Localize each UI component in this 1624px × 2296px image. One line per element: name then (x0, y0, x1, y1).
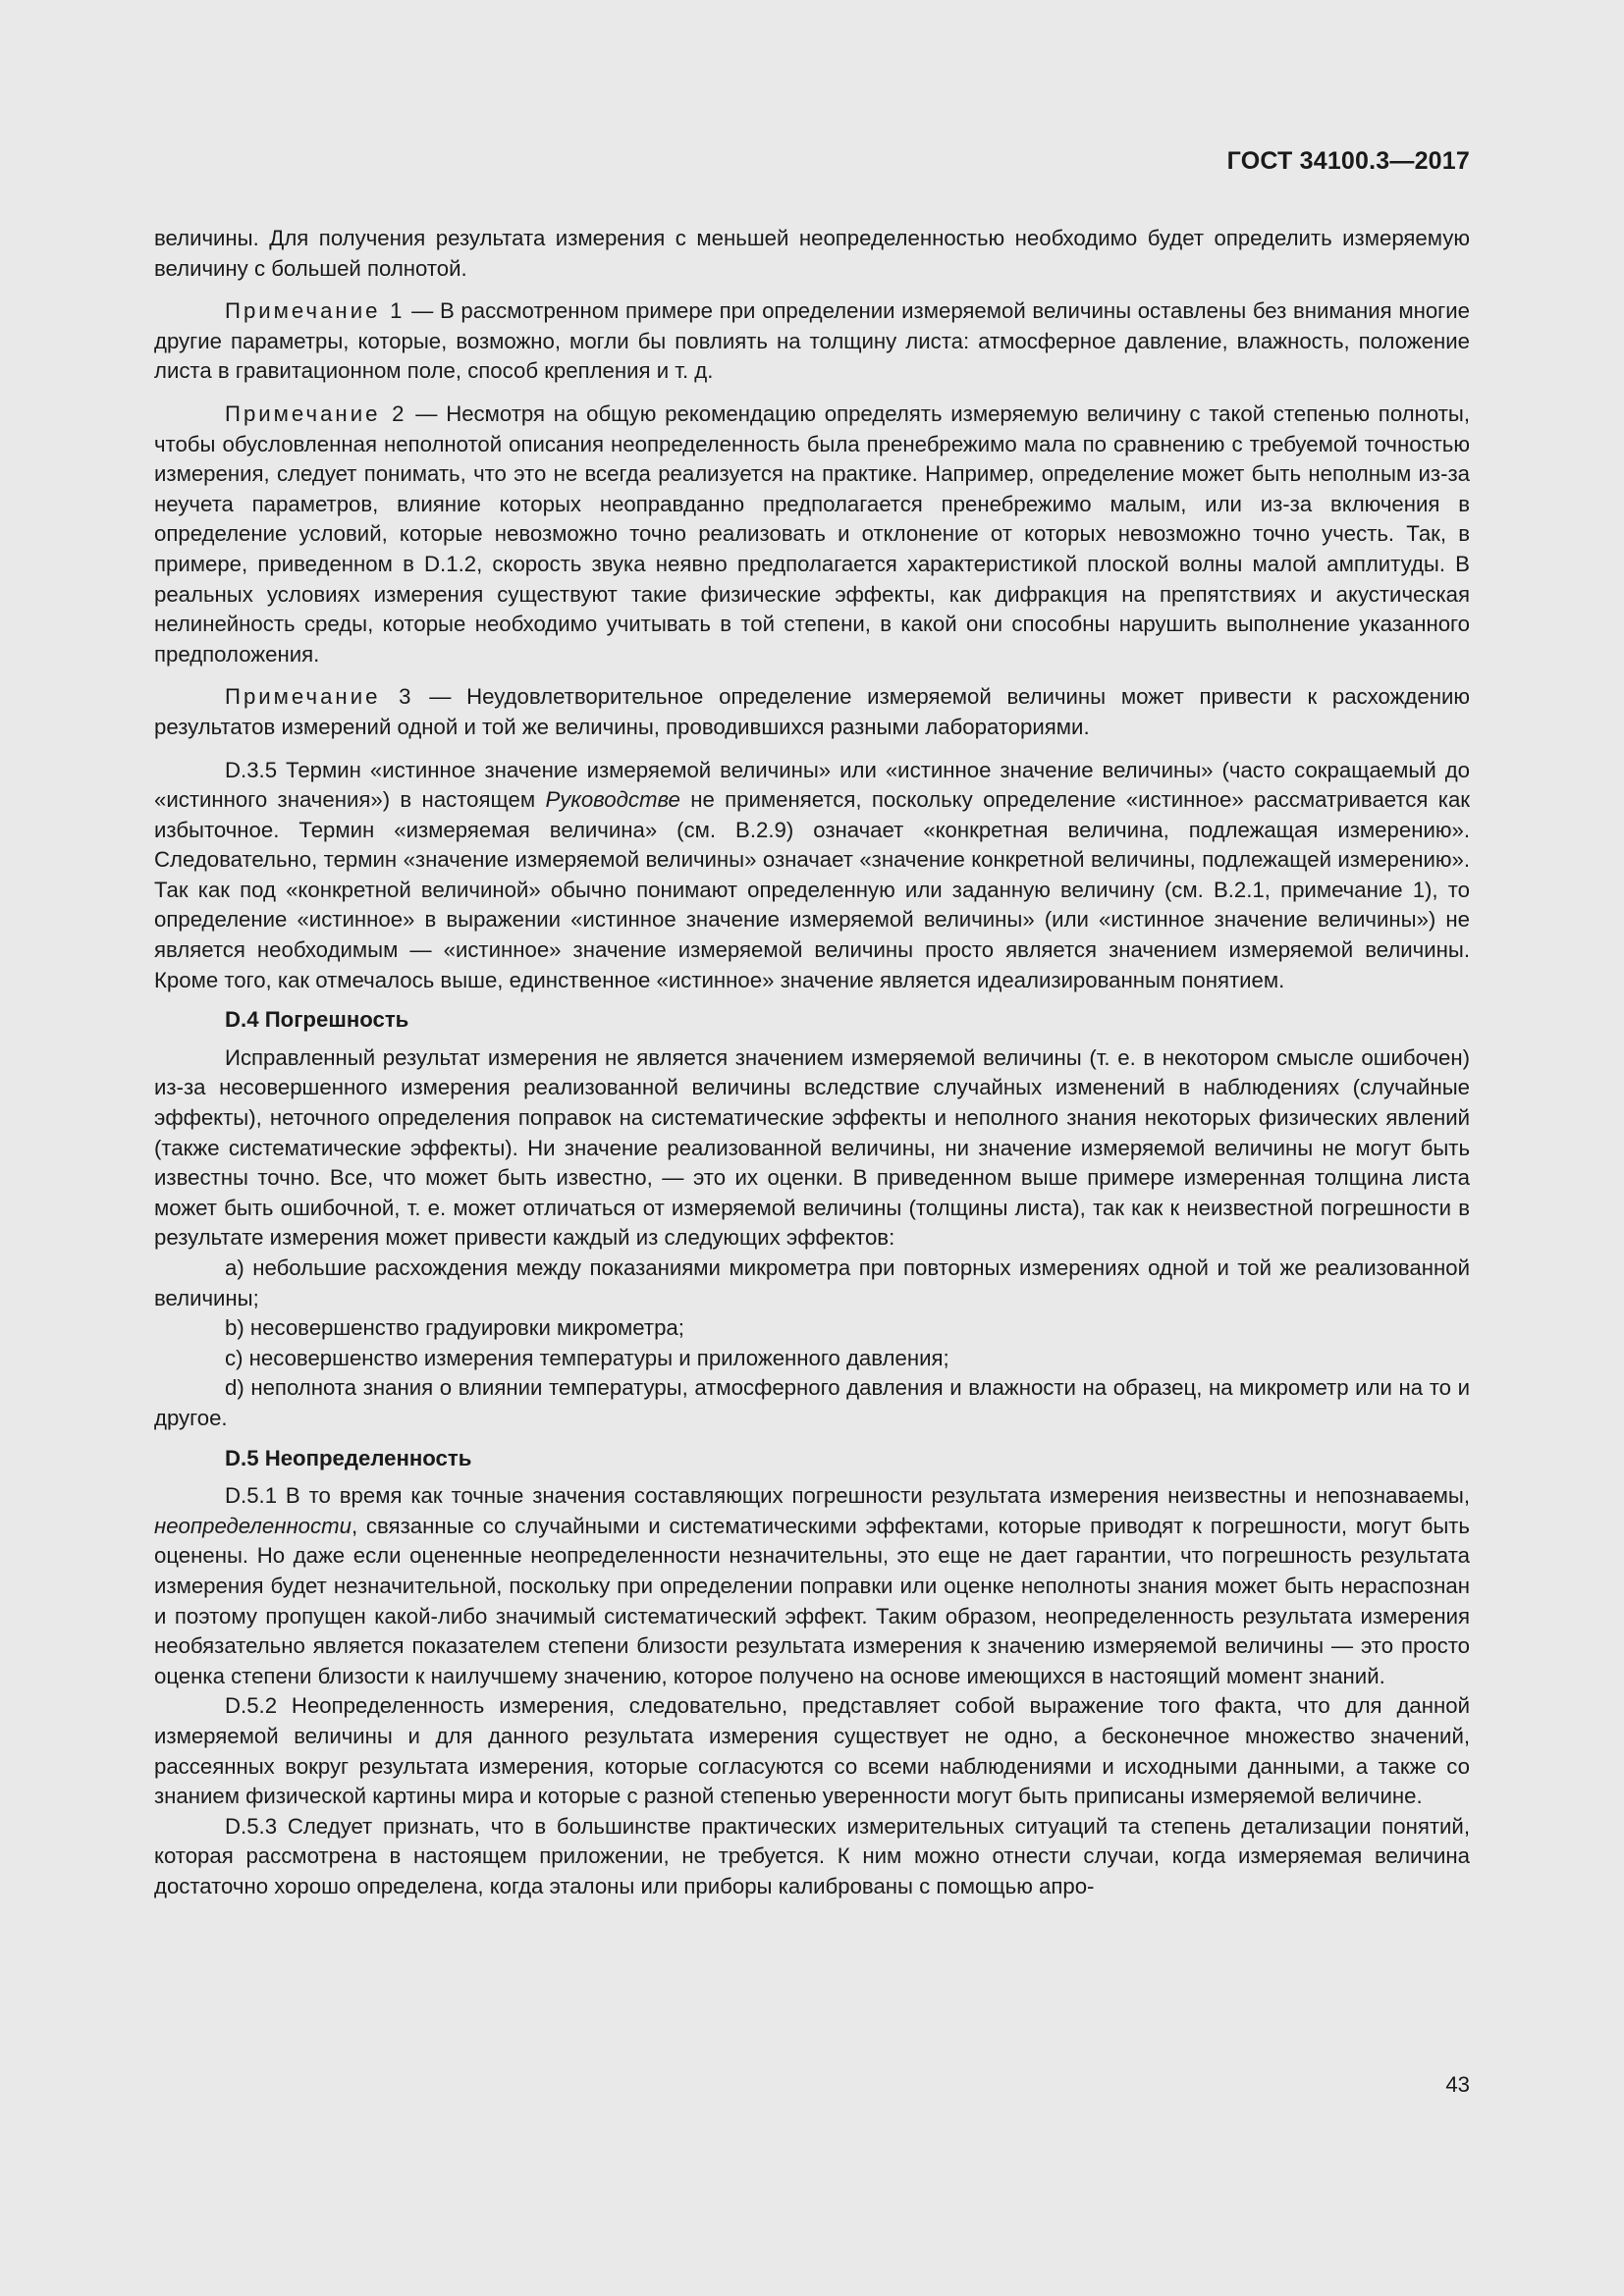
section-d53-paragraph: D.5.3 Следует признать, что в большинстве практических измерительных ситуаций та степень детализации понятий, которая рассмотрена в настоящем приложении, не требуется. К ним можно отнести случаи, когда измеряемая величина достаточно хорошо определена, когда эталоны или приборы калиброваны с помощью апро- (154, 1813, 1470, 1898)
d35-text-part1: D.3.5 Термин «истинное значение измеряемой величины» или «истинное значение величины» (часто сокращаемый до «истинного значения») в настоящем (154, 757, 1470, 813)
section-d35-paragraph (154, 756, 1470, 996)
list-item: d) неполнота знания о влиянии температуры, атмосферного давления и влажности на образец, на микрометр или на то и другое. (154, 1375, 1470, 1430)
note-1-text: — В рассмотренном примере при определении измеряемой величины оставлены без внимания многие другие параметры, которые, возможно, могли бы повлиять на толщину листа: атмосферное давление, влажность, положение листа в гравитационном поле, способ крепления и т. д. (154, 298, 1470, 384)
note-3-text: — Неудовлетворительное определение измеряемой величины может привести к расхождению результатов измерений одной и той же величины, проводившихся разными лабораториями. (154, 684, 1470, 739)
d51-text-part1: D.5.1 В то время как точные значения составляющих погрешности результата измерения неизвестны и непознаваемы, (225, 1483, 1470, 1509)
document-id-header: ГОСТ 34100.3—2017 (1226, 147, 1470, 175)
section-d51-paragraph (154, 1481, 1470, 1691)
list-item: c) несовершенство измерения температуры и приложенного давления; (225, 1345, 949, 1370)
section-d52-paragraph: D.5.2 Неопределенность измерения, следовательно, представляет собой выражение того факта, что для данной измеряемой величины и для данного результата измерения существует не одно, а бесконечное множество значений, рассеянных вокруг результата измерения, которые согласуются со всеми наблюдениями и исходными данными, а также со знанием физической картины мира и которые с разной степенью уверенности могут быть приписаны измеряемой величине. (154, 1693, 1470, 1809)
section-d4-paragraph: Исправленный результат измерения не является значением измеряемой величины (т. е. в некотором смысле ошибочен) из-за несовершенного измерения реализованной величины вследствие случайных изменений в наблюдениях (случайные эффекты), неточного определения поправок на систематические эффекты и неполного знания некоторых физических явлений (также систематические эффекты). Ни значение реализованной величины, ни значение измеряемой величины не могут быть известны точно. Все, что может быть известно, — это их оценки. В приведенном выше примере измеренная толщина листа может быть ошибочной, т. е. может отличаться от измеряемой величины (толщины листа), так как к неизвестной погрешности в результате измерения может привести каждый из следующих эффектов: (154, 1044, 1470, 1251)
note-3-label: Примечание 3 (225, 684, 414, 710)
note-1-label: Примечание 1 (225, 298, 406, 324)
note-1 (154, 296, 1470, 387)
d35-italic-term: Руководстве (545, 787, 680, 813)
page-number: 43 (1445, 2072, 1470, 2097)
list-item: b) несовершенство градуировки микрометра; (225, 1315, 684, 1341)
section-d5-heading: D.5 Неопределенность (225, 1445, 472, 1470)
d51-text-part2: , связанные со случайными и систематическими эффектами, которые приводят к погрешности, могут быть оценены. Но даже если оцененные неопределенности незначительны, это еще не дает гарантии, что погрешность результата измерения будет незначительной, поскольку при определении поправки или оценке неполноты знания может быть нераспознан и поэтому пропущен какой-либо значимый систематический эффект. Таким образом, неопределенность результата измерения необязательно является показателем степени близости результата измерения к значению измеряемой величины — это просто оценка степени близости к наилучшему значению, которое получено на основе имеющихся в настоящий момент знаний. (154, 1513, 1470, 1688)
document-body (154, 224, 1470, 1901)
note-2 (154, 400, 1470, 669)
note-3 (154, 682, 1470, 742)
d35-text-part2: не применяется, поскольку определение «истинное» рассматривается как избыточное. Термин «измеряемая величина» (см. B.2.9) означает «конкретная величина, подлежащая измерению». Следовательно, термин «значение измеряемой величины» означает «значение конкретной величины, подлежащей измерению». Так как под «конкретной величиной» обычно понимают определенную или заданную величину (см. B.2.1, примечание 1), то определение «истинное» в выражении «истинное значение измеряемой величины» (или «истинное значение величины») не является необходимым — «истинное» значение измеряемой величины просто является значением измеряемой величины. Кроме того, как отмечалось выше, единственное «истинное» значение является идеализированным понятием. (154, 787, 1470, 992)
intro-paragraph: величины. Для получения результата измерения с меньшей неопределенностью необходимо будет определить измеряемую величину с большей полнотой. (154, 226, 1470, 281)
section-d4-heading: D.4 Погрешность (225, 1007, 409, 1033)
note-2-text: — Несмотря на общую рекомендацию определять измеряемую величину с такой степенью полноты, чтобы обусловленная неполнотой описания неопределенность была пренебрежимо мала по сравнению с требуемой точностью измерения, следует понимать, что это не всегда реализуется на практике. Например, определение может быть неполным из-за неучета параметров, влияние которых неоправданно предполагается пренебрежимо малым, или из-за включения в определение условий, которые невозможно точно реализовать и отклонение от которых невозможно точно учесть. Так, в примере, приведенном в D.1.2, скорость звука неявно предполагается характеристикой плоской волны малой амплитуды. В реальных условиях измерения существуют такие физические эффекты, как дифракция на препятствиях и акустическая нелинейность среды, которые необходимо учитывать в той степени, в какой они способны нарушить выполнение указанного предположения. (154, 400, 1470, 667)
list-item: a) небольшие расхождения между показаниями микрометра при повторных измерениях одной и той же реализованной величины; (154, 1255, 1470, 1310)
d51-italic-term: неопределенности (154, 1513, 352, 1538)
note-2-label: Примечание 2 (225, 400, 407, 426)
